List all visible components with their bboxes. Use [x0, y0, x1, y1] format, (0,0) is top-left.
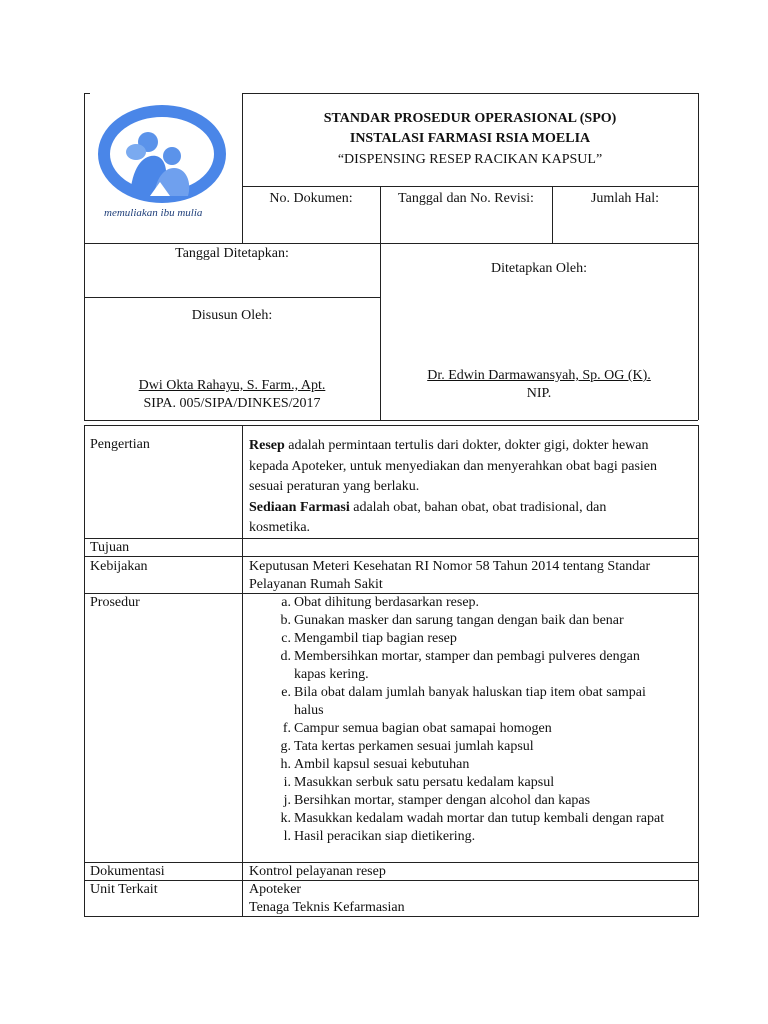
content-top-border	[84, 425, 698, 426]
pengertian-line-1	[249, 436, 649, 456]
prosedur-item-marker: c.	[281, 631, 291, 646]
prosedur-item	[249, 828, 669, 846]
prosedur-item-text: Tata kertas perkamen sesuai jumlah kapsul	[294, 739, 534, 754]
penetap-nip: NIP.	[526, 386, 552, 401]
pengertian-term-sediaan: Sediaan Farmasi	[249, 500, 350, 515]
no-dokumen-label: No. Dokumen:	[269, 191, 353, 206]
tanggal-revisi-label: Tanggal dan No. Revisi:	[398, 191, 534, 206]
dokumentasi-value: Kontrol pelayanan resep	[249, 864, 386, 879]
prosedur-item-text: Campur semua bagian obat samapai homogen	[294, 721, 552, 736]
institution-title: INSTALASI FARMASI RSIA MOELIA	[349, 131, 591, 146]
prosedur-item-text: Ambil kapsul sesuai kebutuhan	[294, 757, 470, 772]
prosedur-item	[249, 792, 669, 810]
penetap-name: Dr. Edwin Darmawansyah, Sp. OG (K).	[427, 368, 651, 383]
ditetapkan-oleh-label: Ditetapkan Oleh:	[490, 261, 588, 276]
prosedur-item-text: Gunakan masker dan sarung tangan dengan baik dan benar	[294, 613, 624, 628]
tanggal-ditetapkan-label: Tanggal Ditetapkan:	[175, 246, 289, 261]
prosedur-item	[249, 630, 669, 648]
prosedur-item-marker: d.	[280, 649, 291, 664]
pengertian-line-3: sesuai peraturan yang berlaku.	[249, 479, 420, 494]
prosedur-item-marker: h.	[280, 757, 291, 772]
prosedur-label: Prosedur	[90, 595, 140, 610]
prosedur-item	[249, 684, 669, 720]
kebijakan-label: Kebijakan	[90, 559, 148, 574]
prosedur-item	[249, 810, 669, 828]
prosedur-item	[249, 720, 669, 738]
document-title: STANDAR PROSEDUR OPERASIONAL (SPO)	[323, 111, 617, 126]
prosedur-item	[249, 756, 669, 774]
header-bottom-border	[84, 243, 698, 244]
prosedur-item-text: Bersihkan mortar, stamper dengan alcohol dan kapas	[294, 793, 591, 808]
prosedur-item-marker: a.	[281, 595, 291, 610]
header-title-bottom	[242, 186, 698, 187]
prosedur-item	[249, 612, 669, 630]
prosedur-item-marker: l.	[283, 829, 291, 844]
row-line-unit	[84, 880, 698, 881]
prosedur-item-marker: b.	[280, 613, 291, 628]
header-right-border	[698, 93, 699, 420]
content-right-border	[698, 425, 699, 917]
prosedur-item-marker: j.	[283, 793, 291, 808]
row-line-dokumentasi	[84, 862, 698, 863]
jumlah-hal-label: Jumlah Hal:	[590, 191, 660, 206]
prosedur-item	[249, 738, 669, 756]
pengertian-line-4	[249, 498, 606, 518]
prosedur-item-text: Bila obat dalam jumlah banyak haluskan tiap item obat sampai halus	[294, 685, 646, 718]
tujuan-label: Tujuan	[90, 540, 130, 555]
prosedur-item	[249, 648, 669, 684]
penyusun-name: Dwi Okta Rahayu, S. Farm., Apt.	[138, 378, 326, 393]
penyusun-sipa: SIPA. 005/SIPA/DINKES/2017	[143, 396, 321, 411]
kebijakan-line-2: Pelayanan Rumah Sakit	[249, 577, 383, 592]
pengertian-label: Pengertian	[90, 437, 150, 452]
prosedur-item-text: Hasil peracikan siap dietikering.	[294, 829, 476, 844]
pengertian-text-2a: adalah obat, bahan obat, obat tradisional, dan	[349, 500, 607, 515]
content-left-border	[84, 425, 85, 917]
pengertian-line-2: kepada Apoteker, untuk menyediakan dan menyerahkan obat bagi pasien	[249, 459, 658, 474]
header-top-border	[242, 93, 698, 94]
approval-split-line	[84, 297, 380, 298]
prosedur-item-text: Mengambil tiap bagian resep	[294, 631, 457, 646]
content-column-divider	[242, 425, 243, 917]
kebijakan-line-1: Keputusan Meteri Kesehatan RI Nomor 58 Tahun 2014 tentang Standar	[249, 559, 651, 574]
prosedur-item-marker: f.	[282, 721, 291, 736]
prosedur-list	[249, 594, 669, 846]
disusun-oleh-label: Disusun Oleh:	[191, 308, 273, 323]
prosedur-item-marker: k.	[280, 811, 291, 826]
dokumentasi-label: Dokumentasi	[90, 864, 165, 879]
pengertian-text-1a: adalah permintaan tertulis dari dokter, dokter gigi, dokter hewan	[284, 438, 649, 453]
prosedur-item-text: Masukkan kedalam wadah mortar dan tutup kembali dengan rapat	[294, 811, 665, 826]
logo-tagline: memuliakan ibu mulia	[104, 207, 203, 219]
prosedur-item-text: Obat dihitung berdasarkan resep.	[294, 595, 480, 610]
pengertian-term-resep: Resep	[249, 438, 285, 453]
approval-bottom-border	[84, 420, 698, 421]
prosedur-item-marker: g.	[280, 739, 291, 754]
prosedur-item-marker: e.	[281, 685, 291, 700]
prosedur-item-marker: i.	[283, 775, 291, 790]
unit-terkait-value-2: Tenaga Teknis Kefarmasian	[249, 900, 405, 915]
header-left-border	[84, 93, 85, 243]
row-line-kebijakan	[84, 556, 698, 557]
prosedur-item-text: Masukkan serbuk satu persatu kedalam kapsul	[294, 775, 555, 790]
hospital-logo	[96, 104, 228, 226]
pengertian-line-5: kosmetika.	[249, 520, 311, 535]
prosedur-item-text: Membersihkan mortar, stamper dan pembagi pulveres dengan kapas kering.	[294, 649, 640, 682]
row-line-tujuan	[84, 538, 698, 539]
procedure-title: “DISPENSING RESEP RACIKAN KAPSUL”	[337, 152, 603, 167]
unit-terkait-label: Unit Terkait	[90, 882, 158, 897]
prosedur-item	[249, 774, 669, 792]
unit-terkait-value-1: Apoteker	[249, 882, 302, 897]
prosedur-item	[249, 594, 669, 612]
